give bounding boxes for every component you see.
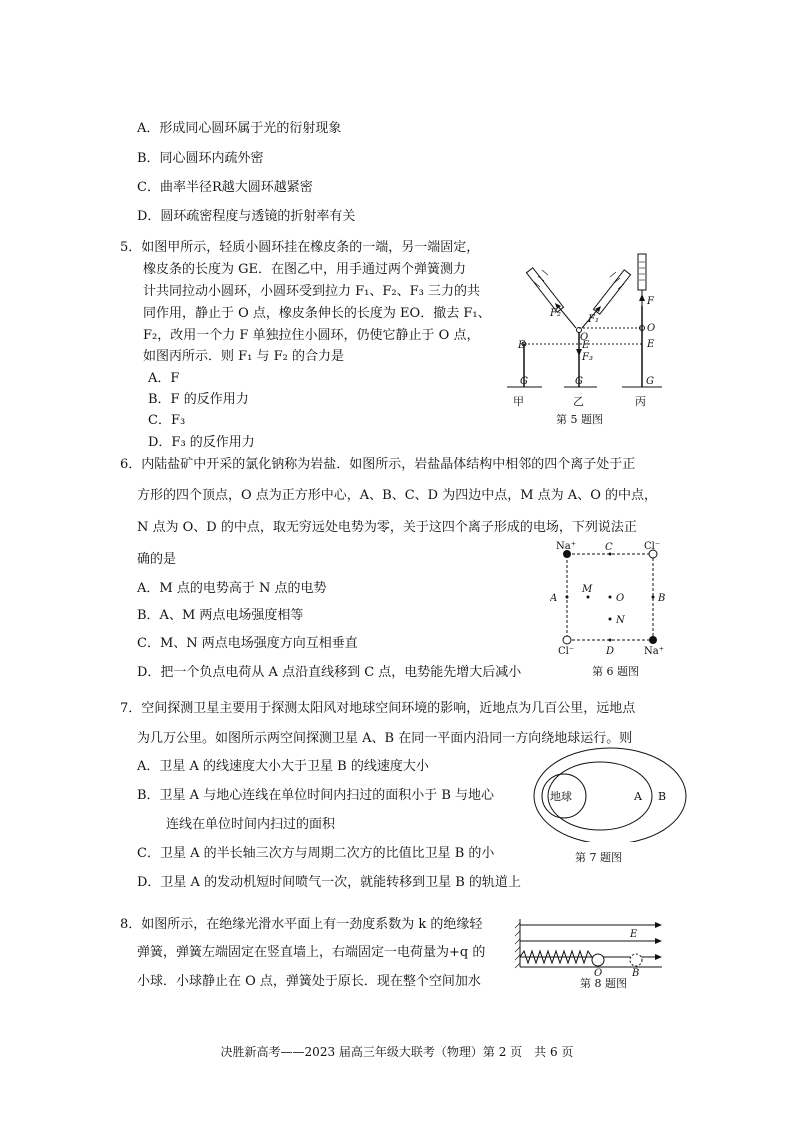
fig6-label-cl-bottom: Cl⁻ [558, 646, 575, 657]
q5-stem-line-4: 同作用，静止于 O 点，橡皮条伸长的长度为 EO．撤去 F₁、 [143, 306, 491, 321]
q5-option-c: C．F₃ [148, 413, 186, 428]
q5-stem-line-5: F₂，改用一个力 F 单独拉住小圆环，仍使它静止于 O 点， [143, 328, 480, 343]
q5-option-a: A．F [148, 371, 180, 386]
q5-option-d: D．F₃ 的反作用力 [148, 435, 255, 450]
fig6-label-o: O [616, 593, 625, 604]
fig7-label-b: B [658, 790, 667, 803]
q6-stem-line-3: N 点为 O、D 的中点，取无穷远处电势为零，关于这四个离子形成的电场，下列说法正 [137, 520, 637, 535]
q6-stem-line-4: 确的是 [137, 552, 177, 567]
q5-figure [502, 250, 682, 410]
fig7-label-a: A [634, 790, 642, 803]
fig5-label-e-bing: E [647, 339, 655, 350]
fig6-label-na-top: Na⁺ [556, 541, 576, 552]
fig8-label-e: E [630, 929, 638, 940]
fig6-label-d: D [606, 646, 615, 657]
q5-stem-line-1: 5．如图甲所示，轻质小圆环挂在橡皮条的一端，另一端固定， [120, 240, 480, 255]
q7-option-a: A．卫星 A 的线速度大小大于卫星 B 的线速度大小 [137, 759, 429, 774]
fig5-label-g-yi: G [575, 376, 583, 387]
fig5-label-g-bing: G [646, 376, 654, 387]
q6-option-c: C．M、N 两点电场强度方向互相垂直 [137, 636, 358, 651]
q7-figure-caption: 第 7 题图 [575, 851, 622, 864]
fig5-label-bing: 丙 [635, 395, 646, 408]
fig5-label-f3: F₃ [582, 352, 593, 363]
fig6-label-cl-top: Cl⁻ [644, 541, 661, 552]
fig8-label-b: B [632, 968, 640, 977]
fig6-label-b: B [658, 593, 666, 604]
fig8-label-o: O [594, 968, 603, 977]
q8-stem-line-2: 弹簧，弹簧左端固定在竖直墙上，右端固定一电荷量为+q 的 [137, 945, 486, 960]
q7-option-b-line-2: 连线在单位时间内扫过的面积 [166, 817, 336, 832]
q4-option-c: C．曲率半径R越大圆环越紧密 [137, 180, 313, 195]
q6-stem-line-2: 方形的四个顶点，O 点为正方形中心，A、B、C、D 为四边中点，M 点为 A、O 的中点， [137, 488, 657, 503]
q6-option-d: D．把一个负点电荷从 A 点沿直线移到 C 点，电势能先增大后减小 [137, 665, 522, 680]
fig7-label-earth: 地球 [550, 790, 572, 803]
q5-stem-line-2: 橡皮条的长度为 GE．在图乙中，用手通过两个弹簧测力 [143, 262, 467, 277]
fig6-label-n: N [616, 615, 625, 626]
q5-option-b: B．F 的反作用力 [148, 392, 249, 407]
fig5-label-jia: 甲 [513, 395, 524, 408]
q5-stem-line-6: 如图丙所示．则 F₁ 与 F₂ 的合力是 [143, 349, 344, 364]
fig5-label-f2: F₂ [550, 308, 561, 319]
q7-stem-line-1: 7．空间探测卫星主要用于探测太阳风对地球空间环境的影响，近地点为几百公里，远地点 [120, 701, 636, 716]
q7-option-c: C．卫星 A 的半长轴三次方与周期二次方的比值比卫星 B 的小 [137, 846, 495, 861]
fig5-label-f: F [647, 296, 654, 307]
page-footer: 决胜新高考——2023 届高三年级大联考（物理）第 2 页 共 6 页 [220, 1045, 574, 1059]
q4-option-d: D．圆环疏密程度与透镜的折射率有关 [137, 209, 356, 224]
fig6-label-m: M [582, 584, 593, 595]
q7-option-d: D．卫星 A 的发动机短时间喷气一次，就能转移到卫星 B 的轨道上 [137, 875, 521, 890]
q6-option-b: B．A、M 两点电场强度相等 [137, 608, 304, 623]
fig6-label-na-bottom: Na⁺ [644, 646, 664, 657]
fig5-label-g-jia: G [520, 376, 528, 387]
q4-option-b: B．同心圆环内疏外密 [137, 151, 264, 166]
fig5-label-e-jia: E [518, 340, 526, 351]
fig5-label-yi: 乙 [573, 395, 584, 408]
q4-option-a: A．形成同心圆环属于光的衍射现象 [137, 121, 342, 136]
q6-figure [550, 538, 680, 660]
q6-figure-caption: 第 6 题图 [592, 665, 639, 678]
fig5-label-o-bing: O [647, 323, 656, 334]
q7-option-b-line-1: B．卫星 A 与地心连线在单位时间内扫过的面积小于 B 与地心 [137, 788, 495, 803]
fig6-label-c: C [605, 542, 613, 553]
q7-stem-line-2: 为几万公里。如图所示两空间探测卫星 A、B 在同一平面内沿同一方向绕地球运行。则 [137, 731, 633, 746]
fig6-label-a: A [550, 593, 558, 604]
q8-figure [512, 915, 672, 977]
q5-figure-caption: 第 5 题图 [556, 413, 603, 426]
q7-figure [530, 740, 692, 842]
fig5-label-o-yi: O [580, 332, 589, 343]
q8-figure-caption: 第 8 题图 [580, 977, 627, 990]
q6-option-a: A．M 点的电势高于 N 点的电势 [137, 581, 327, 596]
fig5-label-e-yi: E [582, 340, 590, 351]
q6-stem-line-1: 6．内陆盐矿中开采的氯化钠称为岩盐．如图所示，岩盐晶体结构中相邻的四个离子处于正 [120, 457, 636, 472]
q8-stem-line-1: 8．如图所示，在绝缘光滑水平面上有一劲度系数为 k 的绝缘轻 [120, 917, 483, 932]
q8-stem-line-3: 小球．小球静止在 O 点，弹簧处于原长．现在整个空间加水 [137, 974, 481, 989]
q5-stem-line-3: 计共同拉动小圆环，小圆环受到拉力 F₁、F₂、F₃ 三力的共 [143, 284, 480, 299]
fig5-label-f1: F₁ [588, 314, 599, 325]
